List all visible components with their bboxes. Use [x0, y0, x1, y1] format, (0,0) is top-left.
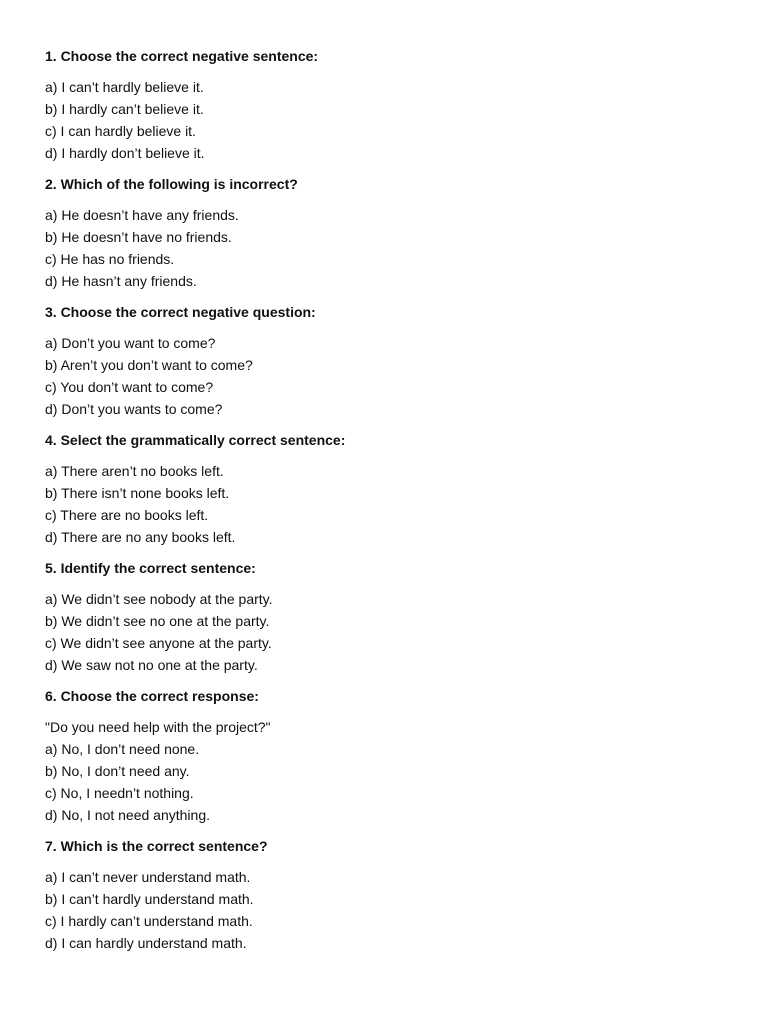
answer-option-b: b) There isn’t none books left. — [45, 485, 230, 501]
answer-option-b: b) No, I don’t need any. — [45, 763, 190, 779]
answer-option-c: c) You don’t want to come? — [45, 379, 214, 395]
answer-option-d: d) I can hardly understand math. — [45, 935, 247, 951]
answer-option-c: c) He has no friends. — [45, 251, 175, 267]
answer-option-d: d) I hardly don’t believe it. — [45, 145, 205, 161]
question-title: 2. Which of the following is incorrect? — [45, 176, 298, 192]
answer-option-a: a) No, I don’t need none. — [45, 741, 200, 757]
answer-option-d: d) We saw not no one at the party. — [45, 657, 258, 673]
answer-option-a: a) Don’t you want to come? — [45, 335, 216, 351]
question-prompt: "Do you need help with the project?" — [45, 719, 271, 735]
answer-option-c: c) I can hardly believe it. — [45, 123, 196, 139]
question-title: 4. Select the grammatically correct sentence: — [45, 432, 346, 448]
question-title: 1. Choose the correct negative sentence: — [45, 48, 319, 64]
answer-option-d: d) There are no any books left. — [45, 529, 236, 545]
answer-option-c: c) No, I needn’t nothing. — [45, 785, 194, 801]
answer-option-d: d) No, I not need anything. — [45, 807, 210, 823]
answer-option-c: c) There are no books left. — [45, 507, 209, 523]
answer-option-a: a) He doesn’t have any friends. — [45, 207, 239, 223]
answer-option-c: c) We didn’t see anyone at the party. — [45, 635, 272, 651]
question-4 — [45, 430, 723, 548]
question-title: 3. Choose the correct negative question: — [45, 304, 316, 320]
answer-option-d: d) Don’t you wants to come? — [45, 401, 223, 417]
question-title: 5. Identify the correct sentence: — [45, 560, 256, 576]
question-2 — [45, 174, 723, 292]
question-6 — [45, 686, 723, 826]
answer-option-a: a) I can’t never understand math. — [45, 869, 251, 885]
question-title: 6. Choose the correct response: — [45, 688, 259, 704]
answer-option-b: b) We didn’t see no one at the party. — [45, 613, 270, 629]
answer-option-b: b) I hardly can’t believe it. — [45, 101, 204, 117]
answer-option-a: a) There aren’t no books left. — [45, 463, 224, 479]
question-5 — [45, 558, 723, 676]
answer-option-a: a) We didn’t see nobody at the party. — [45, 591, 273, 607]
answer-option-b: b) He doesn’t have no friends. — [45, 229, 232, 245]
answer-option-d: d) He hasn’t any friends. — [45, 273, 197, 289]
answer-option-b: b) I can’t hardly understand math. — [45, 891, 254, 907]
question-1 — [45, 46, 723, 164]
answer-option-b: b) Aren’t you don’t want to come? — [45, 357, 253, 373]
answer-option-c: c) I hardly can’t understand math. — [45, 913, 253, 929]
answer-option-a: a) I can’t hardly believe it. — [45, 79, 204, 95]
question-title: 7. Which is the correct sentence? — [45, 838, 268, 854]
question-7 — [45, 836, 723, 954]
question-3 — [45, 302, 723, 420]
